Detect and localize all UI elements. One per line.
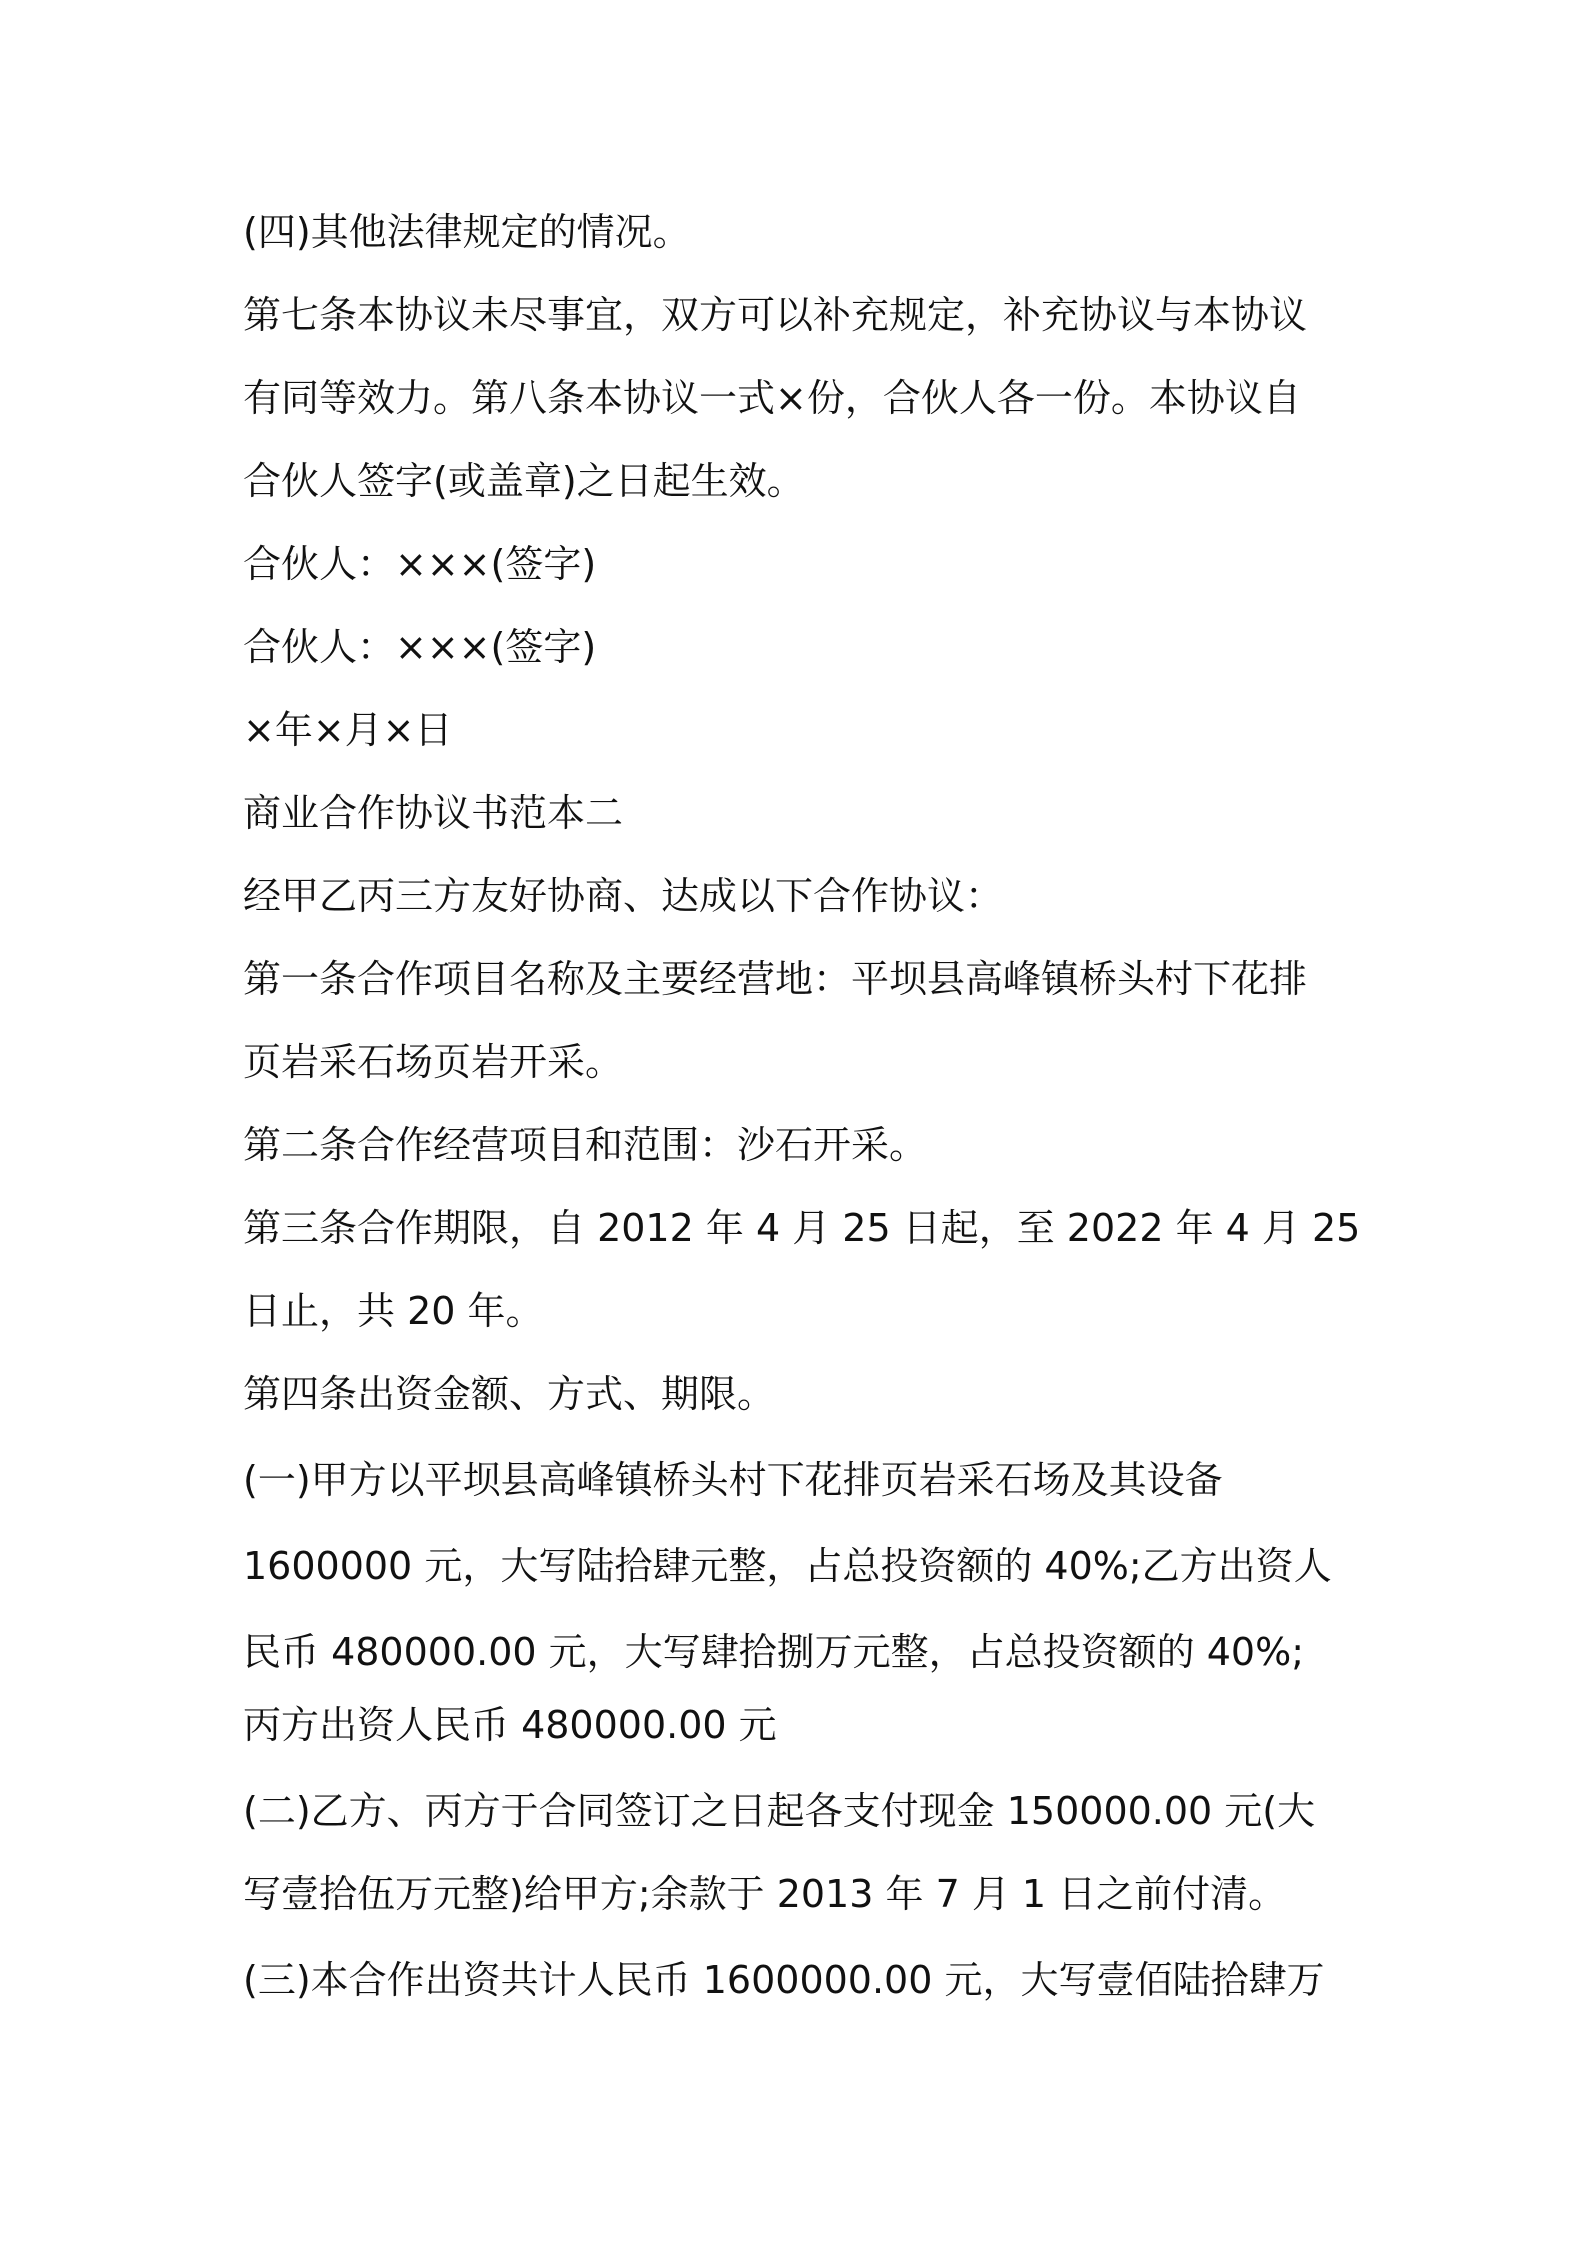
text-line: 经甲乙丙三方友好协商、达成以下合作协议：	[243, 874, 1004, 918]
text-line: 第二条合作经营项目和范围：沙石开采。	[243, 1123, 928, 1167]
text-line: ×年×月×日	[243, 708, 453, 752]
text-line: 合伙人：×××(签字)	[243, 625, 597, 669]
text-line: (四)其他法律规定的情况。	[243, 210, 691, 254]
text-line: 有同等效力。第八条本协议一式×份，合伙人各一份。本协议自	[243, 376, 1301, 420]
text-line: 合伙人签字(或盖章)之日起生效。	[243, 459, 805, 503]
text-line: 第四条出资金额、方式、期限。	[243, 1372, 776, 1416]
text-line: 1600000 元，大写陆拾肆元整，占总投资额的 40%;乙方出资人	[243, 1544, 1332, 1588]
text-line: (三)本合作出资共计人民币 1600000.00 元，大写壹佰陆拾肆万	[243, 1958, 1325, 2002]
text-line: 商业合作协议书范本二	[243, 791, 624, 835]
text-line: 写壹拾伍万元整)给甲方;余款于 2013 年 7 月 1 日之前付清。	[243, 1872, 1287, 1916]
text-line: 日止，共 20 年。	[243, 1289, 544, 1333]
text-line: 第一条合作项目名称及主要经营地：平坝县高峰镇桥头村下花排	[243, 957, 1308, 1001]
text-line: 民币 480000.00 元，大写肆拾捌万元整，占总投资额的 40%;	[243, 1630, 1304, 1674]
text-line: 第七条本协议未尽事宜，双方可以补充规定，补充协议与本协议	[243, 293, 1308, 337]
text-line: (一)甲方以平坝县高峰镇桥头村下花排页岩采石场及其设备	[243, 1458, 1223, 1502]
text-line: 页岩采石场页岩开采。	[243, 1040, 624, 1084]
text-line: 丙方出资人民币 480000.00 元	[243, 1703, 777, 1747]
text-line: 合伙人：×××(签字)	[243, 542, 597, 586]
text-line: 第三条合作期限，自 2012 年 4 月 25 日起，至 2022 年 4 月 25	[243, 1206, 1361, 1250]
text-line: (二)乙方、丙方于合同签订之日起各支付现金 150000.00 元(大	[243, 1789, 1316, 1833]
